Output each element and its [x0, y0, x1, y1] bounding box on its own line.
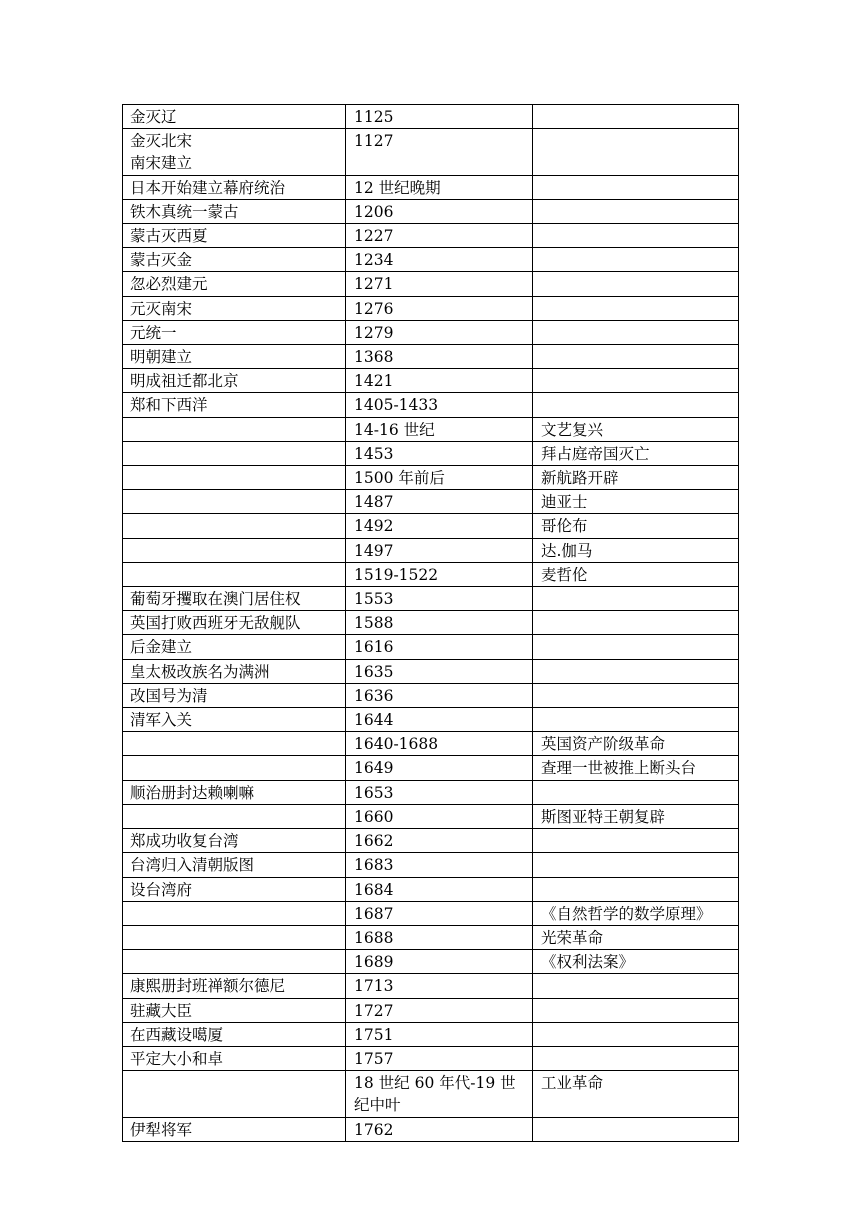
world-event-cell: [533, 175, 739, 199]
table-row: [123, 659, 739, 683]
table-row: [123, 1071, 739, 1117]
world-event-cell: [533, 320, 739, 344]
table-row: [123, 466, 739, 490]
world-event-cell: [533, 129, 739, 175]
table-row: [123, 248, 739, 272]
year-cell: 1553: [346, 587, 533, 611]
world-event-cell: [533, 683, 739, 707]
year-cell: 1519-1522: [346, 562, 533, 586]
year-cell: 1487: [346, 490, 533, 514]
world-event-cell: [533, 272, 739, 296]
china-event-cell: [123, 490, 346, 514]
year-cell: 1751: [346, 1022, 533, 1046]
china-event-cell: 明成祖迁都北京: [123, 369, 346, 393]
china-event-cell: 改国号为清: [123, 683, 346, 707]
year-cell: 1127: [346, 129, 533, 175]
year-cell: 1492: [346, 514, 533, 538]
world-event-cell: [533, 393, 739, 417]
table-row: [123, 490, 739, 514]
world-event-cell: 达.伽马: [533, 538, 739, 562]
world-event-cell: [533, 974, 739, 998]
china-event-cell: 康熙册封班禅额尔德尼: [123, 974, 346, 998]
world-event-cell: 斯图亚特王朝复辟: [533, 804, 739, 828]
china-event-cell: 蒙古灭金: [123, 248, 346, 272]
world-event-cell: [533, 611, 739, 635]
year-cell: 1653: [346, 780, 533, 804]
world-event-cell: [533, 1117, 739, 1141]
china-event-cell: 伊犁将军: [123, 1117, 346, 1141]
china-event-cell: [123, 804, 346, 828]
world-event-cell: 工业革命: [533, 1071, 739, 1117]
china-event-cell: 日本开始建立幕府统治: [123, 175, 346, 199]
year-cell: 1687: [346, 901, 533, 925]
world-event-cell: [533, 224, 739, 248]
china-event-cell: 平定大小和卓: [123, 1046, 346, 1070]
world-event-cell: 哥伦布: [533, 514, 739, 538]
china-event-cell: 忽必烈建元: [123, 272, 346, 296]
table-row: [123, 1022, 739, 1046]
china-event-cell: 金灭北宋 南宋建立: [123, 129, 346, 175]
year-cell: 1640-1688: [346, 732, 533, 756]
china-event-cell: [123, 441, 346, 465]
china-event-cell: [123, 514, 346, 538]
year-cell: 1616: [346, 635, 533, 659]
table-row: [123, 877, 739, 901]
table-row: [123, 175, 739, 199]
world-event-cell: [533, 1022, 739, 1046]
table-row: [123, 345, 739, 369]
year-cell: 1662: [346, 829, 533, 853]
table-row: [123, 732, 739, 756]
china-event-cell: 清军入关: [123, 708, 346, 732]
china-event-cell: 郑和下西洋: [123, 393, 346, 417]
year-cell: 12 世纪晚期: [346, 175, 533, 199]
china-event-cell: 英国打败西班牙无敌舰队: [123, 611, 346, 635]
world-event-cell: 新航路开辟: [533, 466, 739, 490]
world-event-cell: [533, 780, 739, 804]
timeline-body: [123, 105, 739, 1142]
table-row: [123, 683, 739, 707]
year-cell: 1689: [346, 950, 533, 974]
china-event-cell: [123, 466, 346, 490]
table-row: [123, 514, 739, 538]
world-event-cell: [533, 248, 739, 272]
year-cell: 1453: [346, 441, 533, 465]
china-event-cell: [123, 925, 346, 949]
world-event-cell: 英国资产阶级革命: [533, 732, 739, 756]
year-cell: 1125: [346, 105, 533, 129]
china-event-cell: 葡萄牙攫取在澳门居住权: [123, 587, 346, 611]
china-event-cell: 台湾归入清朝版图: [123, 853, 346, 877]
table-row: [123, 853, 739, 877]
world-event-cell: [533, 296, 739, 320]
table-row: [123, 129, 739, 175]
year-cell: 1762: [346, 1117, 533, 1141]
table-row: [123, 950, 739, 974]
world-event-cell: [533, 587, 739, 611]
world-event-cell: 《权利法案》: [533, 950, 739, 974]
world-event-cell: 麦哲伦: [533, 562, 739, 586]
table-row: [123, 998, 739, 1022]
china-event-cell: [123, 756, 346, 780]
table-row: [123, 611, 739, 635]
year-cell: 1276: [346, 296, 533, 320]
year-cell: 1368: [346, 345, 533, 369]
table-row: [123, 635, 739, 659]
year-cell: 18 世纪 60 年代-19 世纪中叶: [346, 1071, 533, 1117]
table-row: [123, 708, 739, 732]
year-cell: 1500 年前后: [346, 466, 533, 490]
year-cell: 1636: [346, 683, 533, 707]
china-event-cell: [123, 562, 346, 586]
table-row: [123, 441, 739, 465]
table-row: [123, 587, 739, 611]
year-cell: 1279: [346, 320, 533, 344]
world-event-cell: 《自然哲学的数学原理》: [533, 901, 739, 925]
year-cell: 1683: [346, 853, 533, 877]
china-event-cell: 铁木真统一蒙古: [123, 199, 346, 223]
china-event-cell: [123, 417, 346, 441]
table-row: [123, 901, 739, 925]
world-event-cell: 文艺复兴: [533, 417, 739, 441]
world-event-cell: [533, 369, 739, 393]
world-event-cell: [533, 199, 739, 223]
china-event-cell: [123, 950, 346, 974]
year-cell: 1497: [346, 538, 533, 562]
year-cell: 1227: [346, 224, 533, 248]
world-event-cell: [533, 829, 739, 853]
timeline-table: [122, 104, 739, 1142]
year-cell: 1660: [346, 804, 533, 828]
table-row: [123, 804, 739, 828]
world-event-cell: [533, 998, 739, 1022]
world-event-cell: 迪亚士: [533, 490, 739, 514]
year-cell: 1684: [346, 877, 533, 901]
table-row: [123, 562, 739, 586]
table-row: [123, 1046, 739, 1070]
table-row: [123, 393, 739, 417]
world-event-cell: [533, 659, 739, 683]
china-event-cell: 在西藏设噶厦: [123, 1022, 346, 1046]
table-row: [123, 925, 739, 949]
year-cell: 1644: [346, 708, 533, 732]
year-cell: 1271: [346, 272, 533, 296]
world-event-cell: [533, 345, 739, 369]
year-cell: 1713: [346, 974, 533, 998]
world-event-cell: 拜占庭帝国灭亡: [533, 441, 739, 465]
world-event-cell: [533, 853, 739, 877]
china-event-cell: 蒙古灭西夏: [123, 224, 346, 248]
china-event-cell: 顺治册封达赖喇嘛: [123, 780, 346, 804]
year-cell: 1234: [346, 248, 533, 272]
table-row: [123, 1117, 739, 1141]
year-cell: 1649: [346, 756, 533, 780]
world-event-cell: 查理一世被推上断头台: [533, 756, 739, 780]
china-event-cell: 设台湾府: [123, 877, 346, 901]
year-cell: 1727: [346, 998, 533, 1022]
china-event-cell: [123, 538, 346, 562]
world-event-cell: [533, 877, 739, 901]
year-cell: 1757: [346, 1046, 533, 1070]
year-cell: 1588: [346, 611, 533, 635]
china-event-cell: 明朝建立: [123, 345, 346, 369]
table-row: [123, 974, 739, 998]
table-row: [123, 756, 739, 780]
table-row: [123, 272, 739, 296]
table-row: [123, 829, 739, 853]
china-event-cell: 后金建立: [123, 635, 346, 659]
china-event-cell: 郑成功收复台湾: [123, 829, 346, 853]
world-event-cell: [533, 635, 739, 659]
table-row: [123, 320, 739, 344]
china-event-cell: 皇太极改族名为满洲: [123, 659, 346, 683]
world-event-cell: 光荣革命: [533, 925, 739, 949]
china-event-cell: 元统一: [123, 320, 346, 344]
year-cell: 1206: [346, 199, 533, 223]
table-row: [123, 780, 739, 804]
year-cell: 1405-1433: [346, 393, 533, 417]
year-cell: 1635: [346, 659, 533, 683]
china-event-cell: 金灭辽: [123, 105, 346, 129]
year-cell: 1421: [346, 369, 533, 393]
world-event-cell: [533, 708, 739, 732]
china-event-cell: 驻藏大臣: [123, 998, 346, 1022]
year-cell: 14-16 世纪: [346, 417, 533, 441]
china-event-cell: [123, 732, 346, 756]
world-event-cell: [533, 105, 739, 129]
table-row: [123, 296, 739, 320]
world-event-cell: [533, 1046, 739, 1070]
china-event-cell: [123, 901, 346, 925]
china-event-cell: [123, 1071, 346, 1117]
table-row: [123, 538, 739, 562]
table-row: [123, 369, 739, 393]
china-event-cell: 元灭南宋: [123, 296, 346, 320]
table-row: [123, 417, 739, 441]
year-cell: 1688: [346, 925, 533, 949]
table-row: [123, 224, 739, 248]
table-row: [123, 105, 739, 129]
table-row: [123, 199, 739, 223]
